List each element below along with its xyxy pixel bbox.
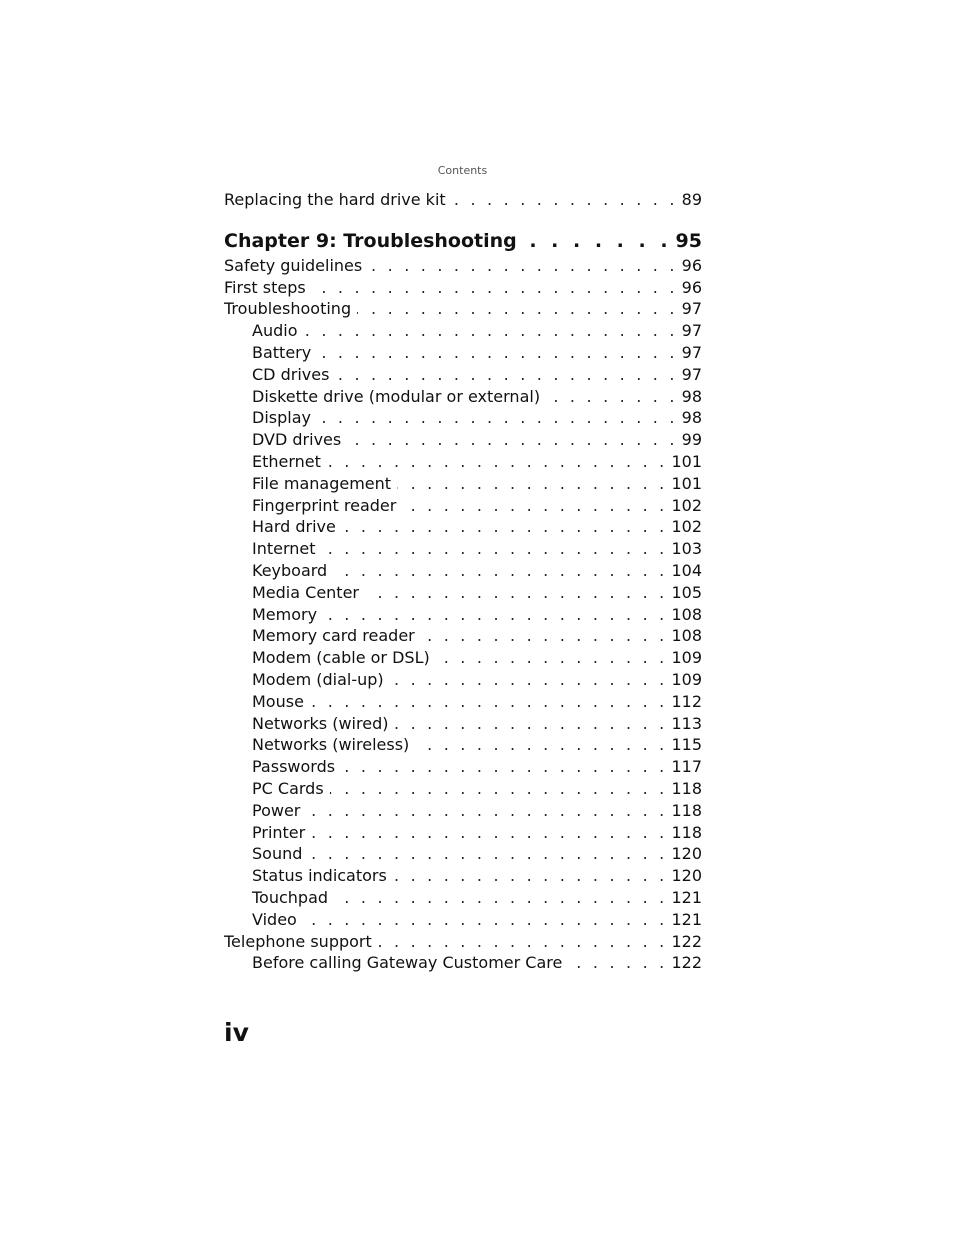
toc-entry-label: Safety guidelines	[224, 255, 363, 275]
toc-entry-label: Hard drive	[252, 517, 336, 537]
dot-leader	[342, 517, 668, 536]
toc-entry[interactable]	[224, 387, 702, 409]
dot-leader	[390, 670, 668, 689]
toc-entry-label: Diskette drive (modular or external)	[252, 386, 541, 406]
toc-entry-list	[224, 256, 702, 975]
toc-entry-page-number: 117	[671, 757, 702, 777]
toc-entry[interactable]	[224, 844, 702, 866]
toc-entry-label: PC Cards	[252, 778, 324, 798]
dot-leader	[452, 190, 678, 209]
dot-leader	[317, 408, 678, 427]
toc-entry[interactable]	[224, 452, 702, 474]
toc-entry[interactable]	[224, 256, 702, 278]
toc-entry-label: CD drives	[252, 364, 330, 384]
toc-entry-label: Memory	[252, 604, 318, 624]
toc-entry-page-number: 104	[671, 560, 702, 580]
toc-entry[interactable]	[224, 278, 702, 300]
toc-entry-page-number: 112	[671, 691, 702, 711]
dot-leader	[525, 230, 672, 252]
dot-leader	[436, 648, 668, 667]
toc-entry-page-number: 118	[671, 822, 702, 842]
toc-entry-page-number: 108	[671, 626, 702, 646]
dot-leader	[317, 343, 677, 362]
toc-entry-page-number: 96	[681, 277, 702, 297]
dot-leader	[303, 910, 668, 929]
toc-entry-label: Networks (wired)	[252, 713, 389, 733]
toc-entry-page-number: 97	[681, 364, 702, 384]
dot-leader	[421, 626, 668, 645]
toc-entry[interactable]	[224, 605, 702, 627]
toc-entry[interactable]	[224, 910, 702, 932]
toc-entry-label: Memory card reader	[252, 626, 415, 646]
toc-entry-page-number: 109	[671, 669, 702, 689]
toc-entry-page-number: 96	[681, 255, 702, 275]
toc-entry-label: Battery	[252, 342, 312, 362]
toc-entry-page-number: 109	[671, 648, 702, 668]
toc-entry-label: Modem (cable or DSL)	[252, 648, 430, 668]
dot-leader	[357, 299, 678, 318]
dot-leader	[341, 757, 667, 776]
toc-entry[interactable]	[224, 823, 702, 845]
toc-entry-page-number: 108	[671, 604, 702, 624]
chapter-page-number: 95	[675, 229, 702, 252]
dot-leader	[393, 866, 668, 885]
toc-entry-label: Networks (wireless)	[252, 735, 410, 755]
toc-entry[interactable]	[224, 430, 702, 452]
toc-entry-page-number: 101	[671, 473, 702, 493]
dot-leader	[306, 801, 667, 820]
toc-entry-label: Fingerprint reader	[252, 495, 397, 515]
toc-entry-page-number: 97	[681, 321, 702, 341]
dot-leader	[308, 844, 667, 863]
section-gap	[224, 212, 702, 230]
toc-entry[interactable]	[224, 365, 702, 387]
toc-entry-page-number: 122	[671, 953, 702, 973]
toc-entry-page-number: 122	[671, 931, 702, 951]
toc-entry[interactable]	[224, 321, 702, 343]
toc-entry-page-number: 102	[671, 517, 702, 537]
toc-entry-label: Keyboard	[252, 560, 328, 580]
toc-pre-entries	[224, 190, 702, 212]
toc-entry-page-number: 99	[681, 430, 702, 450]
toc-entry-label: Audio	[252, 321, 298, 341]
toc-entry-label: DVD drives	[252, 430, 342, 450]
toc-entry[interactable]	[224, 648, 702, 670]
toc-entry[interactable]	[224, 670, 702, 692]
toc-entry-page-number: 103	[671, 539, 702, 559]
toc-entry-page-number: 121	[671, 887, 702, 907]
toc-entry-label: Display	[252, 408, 311, 428]
toc-entry[interactable]	[224, 714, 702, 736]
toc-entry-page-number: 118	[671, 800, 702, 820]
toc-entry[interactable]	[224, 692, 702, 714]
toc-entry-label: Status indicators	[252, 866, 387, 886]
toc-entry-label: Internet	[252, 539, 316, 559]
chapter-heading[interactable]	[224, 230, 702, 256]
dot-leader	[397, 474, 667, 493]
toc-entry-page-number: 120	[671, 866, 702, 886]
dot-leader	[334, 888, 667, 907]
dot-leader	[402, 496, 667, 515]
toc-entry[interactable]	[224, 408, 702, 430]
dot-leader	[310, 692, 668, 711]
toc-entry[interactable]	[224, 866, 702, 888]
toc-entry[interactable]	[224, 735, 702, 757]
toc-entry[interactable]	[224, 496, 702, 518]
dot-leader	[368, 256, 677, 275]
toc-entry[interactable]	[224, 474, 702, 496]
toc-entry[interactable]	[224, 626, 702, 648]
toc-entry-label: Power	[252, 800, 301, 820]
dot-leader	[335, 365, 677, 384]
toc-entry-label: Mouse	[252, 691, 304, 711]
toc-entry-label: Replacing the hard drive kit	[224, 190, 446, 209]
toc-entry-page-number: 97	[681, 342, 702, 362]
toc-entry-label: Modem (dial-up)	[252, 669, 384, 689]
toc-entry[interactable]	[224, 190, 702, 212]
toc-entry-label: Ethernet	[252, 451, 321, 471]
toc-entry-page-number: 98	[681, 408, 702, 428]
dot-leader	[415, 735, 667, 754]
dot-leader	[303, 321, 677, 340]
toc-entry[interactable]	[224, 343, 702, 365]
toc-entry-page-number: 89	[681, 190, 702, 209]
toc-entry-label: Touchpad	[252, 887, 329, 907]
dot-leader	[322, 539, 668, 558]
toc-entry-label: Troubleshooting	[224, 299, 352, 319]
dot-leader	[327, 452, 668, 471]
table-of-contents	[224, 190, 702, 975]
dot-leader	[333, 561, 667, 580]
chapter-title: Chapter 9: Troubleshooting	[224, 229, 517, 252]
toc-entry[interactable]	[224, 932, 702, 954]
toc-entry-page-number: 121	[671, 909, 702, 929]
running-head: Contents	[437, 164, 488, 177]
toc-entry[interactable]	[224, 539, 702, 561]
toc-entry-label: Media Center	[252, 582, 359, 602]
toc-entry-label: Printer	[252, 822, 306, 842]
toc-entry-page-number: 120	[671, 844, 702, 864]
toc-entry-page-number: 102	[671, 495, 702, 515]
toc-entry[interactable]	[224, 517, 702, 539]
toc-entry-label: Before calling Gateway Customer Care	[252, 953, 563, 973]
toc-entry[interactable]	[224, 583, 702, 605]
toc-entry[interactable]	[224, 561, 702, 583]
toc-entry-page-number: 97	[681, 299, 702, 319]
toc-entry-label: Passwords	[252, 757, 336, 777]
dot-leader	[347, 430, 677, 449]
toc-entry-page-number: 115	[671, 735, 702, 755]
dot-leader	[323, 605, 667, 624]
dot-leader	[568, 953, 667, 972]
toc-entry-page-number: 101	[671, 451, 702, 471]
toc-entry[interactable]	[224, 299, 702, 321]
toc-entry[interactable]	[224, 953, 702, 975]
toc-entry-label: Sound	[252, 844, 303, 864]
toc-entry[interactable]	[224, 801, 702, 823]
dot-leader	[330, 779, 668, 798]
page-folio: iv	[224, 1018, 249, 1047]
dot-leader	[312, 278, 678, 297]
dot-leader	[311, 823, 667, 842]
dot-leader	[546, 387, 678, 406]
dot-leader	[394, 714, 667, 733]
toc-entry-label: File management	[252, 473, 392, 493]
toc-entry[interactable]	[224, 757, 702, 779]
toc-entry-page-number: 105	[671, 582, 702, 602]
dot-leader	[378, 932, 668, 951]
toc-entry-page-number: 98	[681, 386, 702, 406]
toc-entry[interactable]	[224, 779, 702, 801]
toc-entry[interactable]	[224, 888, 702, 910]
toc-entry-page-number: 113	[671, 713, 702, 733]
toc-entry-label: First steps	[224, 277, 306, 297]
toc-entry-label: Video	[252, 909, 297, 929]
toc-entry-page-number: 118	[671, 778, 702, 798]
dot-leader	[365, 583, 667, 602]
toc-entry-label: Telephone support	[224, 931, 372, 951]
